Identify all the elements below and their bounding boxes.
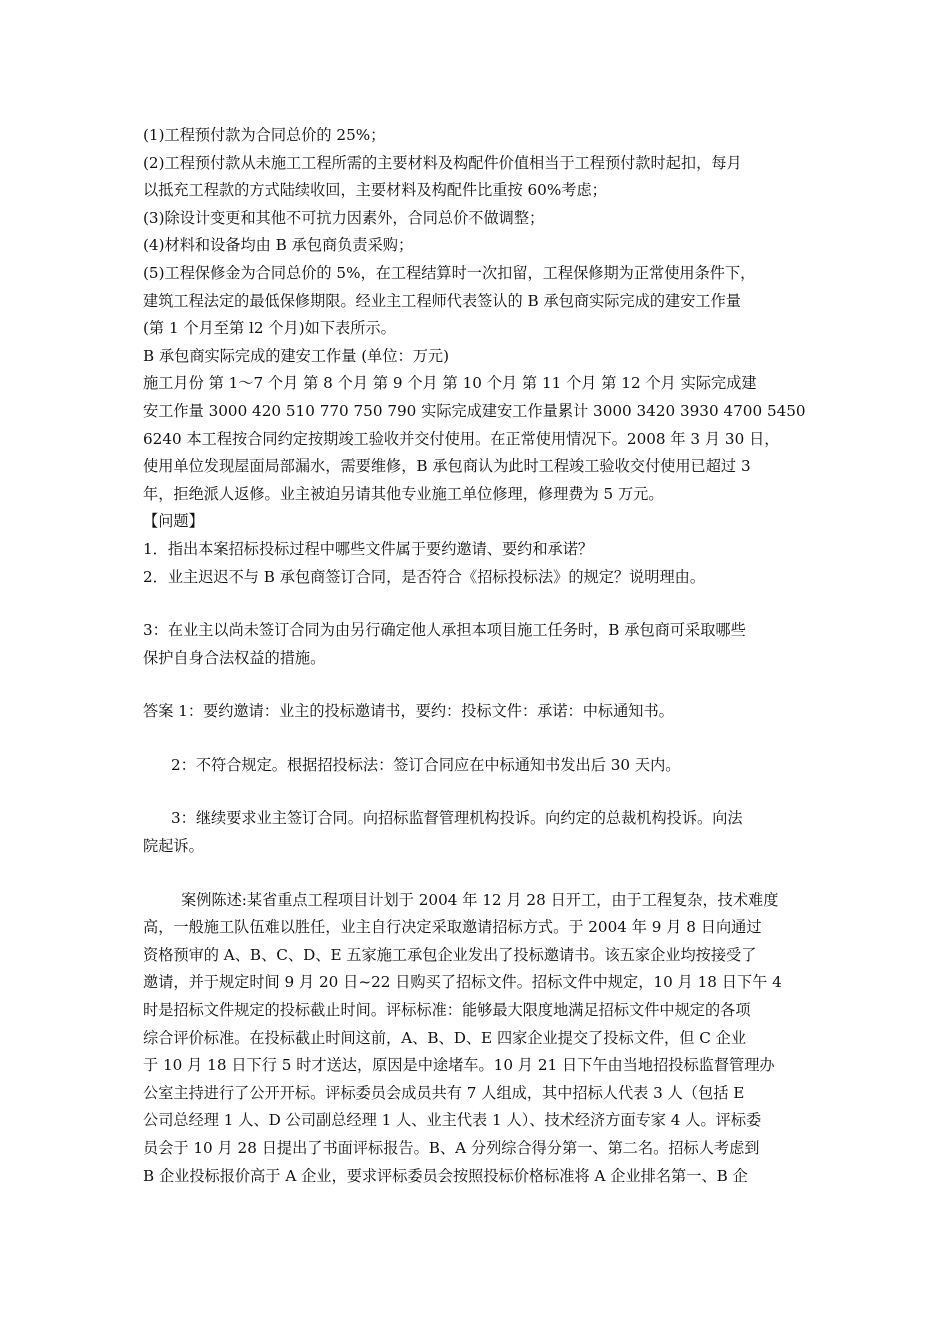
answer-3-cont: 院起诉。 — [143, 837, 204, 856]
table-caption: B 承包商实际完成的建安工作量 (单位：万元) — [143, 346, 450, 365]
case-line: 公司总经理 1 人、D 公司副总经理 1 人、业主代表 1 人）、技术经济方面专家 4 人。评标委 — [143, 1111, 762, 1130]
text-line: 以抵充工程款的方式陆续收回，主要材料及构配件比重按 60%考虑； — [143, 181, 607, 200]
case-line: 时是招标文件规定的投标截止时间。评标标准：能够最大限度地满足招标文件中规定的各项 — [143, 1001, 751, 1020]
answer-2: 2：不符合规定。根据招投标法：签订合同应在中标通知书发出后 30 天内。 — [171, 755, 681, 774]
text-line: (1)工程预付款为合同总价的 25%； — [143, 126, 386, 144]
question-2: 2．业主迟迟不与 B 承包商签订合同，是否符合《招标投标法》的规定？说明理由。 — [143, 567, 706, 586]
text-line: (2)工程预付款从未施工工程所需的主要材料及构配件价值相当于工程预付款时起扣，每月 — [143, 153, 742, 172]
case-line: 资格预审的 A、B、C、D、E 五家施工承包企业发出了投标邀请书。该五家企业均按接受了 — [143, 945, 757, 964]
case-line: 综合评价标准。在投标截止时间这前，A、B、D、E 四家企业提交了投标文件，但 C 企业 — [143, 1028, 747, 1047]
case-line: B 企业投标报价高于 A 企业，要求评标委员会按照投标价格标准将 A 企业排名第一、B 企 — [143, 1166, 748, 1185]
text-line: (4)材料和设备均由 B 承包商负责采购； — [143, 236, 414, 255]
case-line: 于 10 月 18 日下行 5 时才送达，原因是中途堵车。10 月 21 日下午由当地招投标监督管理办 — [143, 1056, 775, 1075]
text-line: 安工作量 3000 420 510 770 750 790 实际完成建安工作量累计 3000 3420 3930 4700 5450 — [143, 401, 806, 420]
question-3-cont: 保护自身合法权益的措施。 — [143, 648, 326, 667]
case-line: 员会于 10 月 28 日提出了书面评标报告。B、A 分列综合得分第一、第二名。招标人考虑到 — [143, 1139, 760, 1157]
text-line: 施工月份 第 1～7 个月 第 8 个月 第 9 个月 第 10 个月 第 11 个月 第 12 个月 实际完成建 — [143, 374, 757, 393]
text-line: 年，拒绝派人返修。业主被迫另请其他专业施工单位修理，修理费为 5 万元。 — [143, 484, 664, 503]
text-line: (5)工程保修金为合同总价的 5%，在工程结算时一次扣留，工程保修期为正常使用条件下， — [143, 263, 756, 282]
document-page — [143, 122, 815, 1190]
answer-3: 3：继续要求业主签订合同。向招标监督管理机构投诉。向约定的总裁机构投诉。向法 — [171, 809, 743, 828]
spacer — [143, 779, 815, 805]
question-1: 1．指出本案招标投标过程中哪些文件属于要约邀请、要约和承诺？ — [143, 539, 594, 558]
text-line: (第 1 个月至第 l2 个月)如下表所示。 — [143, 319, 396, 338]
answer-1: 答案 1：要约邀请：业主的投标邀请书，要约：投标文件：承诺：中标通知书。 — [143, 702, 674, 721]
question-3: 3：在业主以尚未签订合同为由另行确定他人承担本项目施工任务时，B 承包商可采取哪些 — [143, 621, 746, 640]
text-line: 6240 本工程按合同约定按期竣工验收并交付使用。在正常使用情况下。2008 年 3 月 30 日， — [143, 429, 780, 448]
text-line: 使用单位发现屋面局部漏水，需要维修，B 承包商认为此时工程竣工验收交付使用已超过 3 — [143, 457, 751, 476]
case-paragraph-start: 案例陈述:某省重点工程项目计划于 2004 年 12 月 28 日开工，由于工程复杂，技术难度 — [181, 890, 779, 909]
text-line: 建筑工程法定的最低保修期限。经业主工程师代表签认的 B 承包商实际完成的建安工作量 — [143, 291, 741, 310]
text-line: (3)除设计变更和其他不可抗力因素外，合同总价不做调整； — [143, 208, 545, 227]
spacer — [143, 591, 815, 617]
spacer — [143, 672, 815, 698]
spacer — [143, 861, 815, 887]
case-line: 邀请，并于规定时间 9 月 20 日~22 日购买了招标文件。招标文件中规定，10 月 18 日下午 4 — [143, 973, 782, 992]
section-heading-questions: 【问题】 — [143, 512, 204, 531]
spacer — [143, 726, 815, 752]
case-line: 高，一般施工队伍难以胜任，业主自行决定采取邀请招标方式。于 2004 年 9 月 8 日向通过 — [143, 918, 762, 937]
case-line: 公室主持进行了公开开标。评标委员会成员共有 7 人组成，其中招标人代表 3 人（包括 E — [143, 1083, 745, 1102]
